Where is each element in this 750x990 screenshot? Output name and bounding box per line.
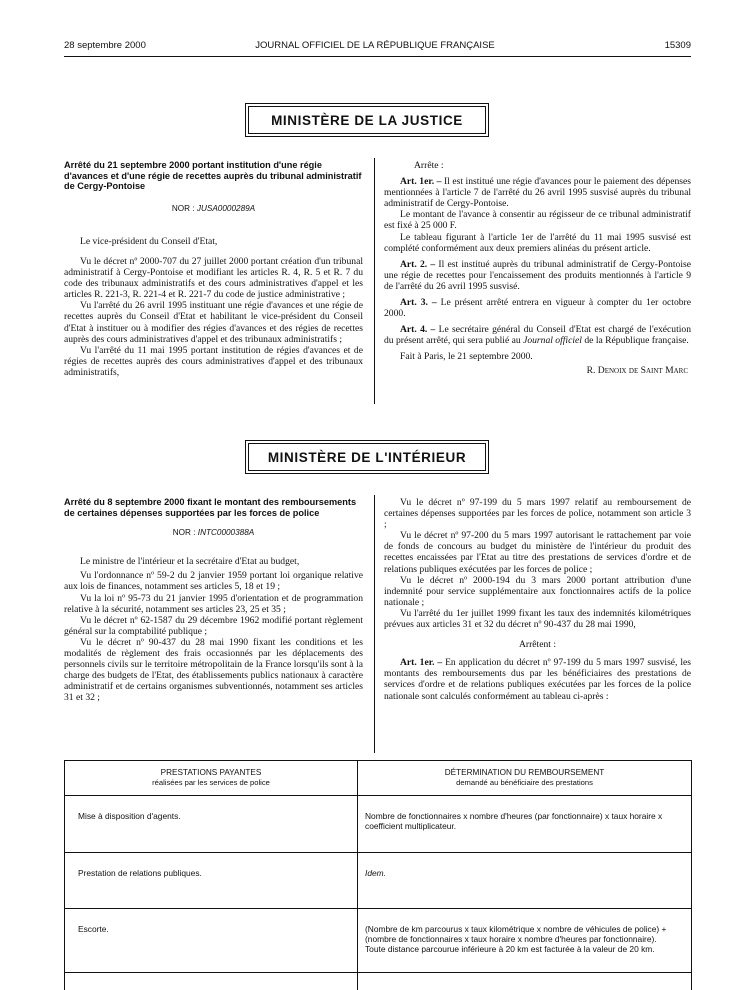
justice-arrete: Arrête : [414,160,444,171]
justice-art2-label: Art. 2. – [400,258,436,270]
table-cell-idem: Idem. [365,868,386,878]
escort-formula: (Nombre de km parcourus x taux kilométrique x nombre de véhicules de police) + (nombre de fonctionnaires x taux horaire x nombre d'heures par fonctionnaire). [365,924,667,944]
col1-sub-text: réalisées par les services de police [152,778,270,787]
table-cell-label: Escorte. [65,909,358,973]
justice-art4-text-b: de la République française. [584,335,689,347]
interior-right-para: Vu le décret nº 2000-194 du 3 mars 2000 portant attribution d'une indemnité pour service supplémentaire aux fonctionnaires actifs de la police nationale ; [384,574,691,608]
ministry-justice-banner: MINISTÈRE DE LA JUSTICE [248,106,486,134]
table-cell-empty [65,973,358,990]
col2-head-text: DÉTERMINATION DU REMBOURSEMENT [444,768,605,777]
table-row-continued [65,973,692,990]
justice-article-1 [384,176,691,209]
justice-art1-para3: Le tableau figurant à l'article 1er de l'arrêté du 11 mai 1995 susvisé est complété conformément aux deux premiers alinéas du présent article. [384,231,691,254]
header-date: 28 septembre 2000 [64,40,146,51]
interior-nor-code: INTC0000388A [197,528,255,538]
header-rule [64,56,691,57]
interior-right-column [384,497,691,702]
justice-nor-label: NOR : [171,203,195,213]
table-cell-value: Nombre de fonctionnaires x nombre d'heures (par fonctionnaire) x taux horaire x coefficient multiplicateur. [358,796,692,853]
justice-art3-text: Le présent arrêté entrera en vigueur à compter du 1er octobre 2000. [384,297,691,320]
justice-article-4 [384,324,691,346]
table-row [65,853,692,909]
justice-signature: R. Denoix de Saint Marc [586,364,688,376]
interior-left-para: Vu le décret nº 62-1587 du 29 décembre 1962 modifié portant règlement général sur la comptabilité publique ; [64,614,363,637]
interior-left-column [64,497,363,704]
justice-left-para: Le vice-président du Conseil d'Etat, [80,235,218,247]
reimbursement-table [64,760,692,990]
table-row [65,909,692,973]
table-col1-header [65,761,358,796]
table-cell-value [358,853,692,909]
justice-article-2 [384,259,691,292]
interior-article-1 [384,657,691,701]
justice-art1-text: Il est institué une régie d'avances pour le paiement des dépenses mentionnées à l'article 7 de l'arrêté du 26 avril 1995 susvisé auprès du tribunal administratif de Cergy-Pontoise. [384,176,691,210]
interior-right-para: Vu l'arrêté du 1er juillet 1999 fixant les taux des indemnités kilométriques prévues aux articles 31 et 32 du décret nº 90-437 du 28 mai 1990, [384,607,691,631]
justice-done-at: Fait à Paris, le 21 septembre 2000. [400,351,533,363]
table-row [65,796,692,853]
justice-right-column [384,160,691,376]
col2-sub-text: demandé au bénéficiaire des prestations [456,778,593,787]
header-journal-title: JOURNAL OFFICIEL DE LA RÉPUBLIQUE FRANÇAISE [255,40,495,51]
ministry-interior-banner: MINISTÈRE DE L'INTÉRIEUR [248,443,486,471]
justice-art1-label: Art. 1er. – [400,176,442,188]
header-page-number: 15309 [664,40,691,51]
interior-arretent: Arrêtent : [518,639,557,651]
justice-left-para: Vu l'arrêté du 11 mai 1995 portant institution de régies d'avances et de régies de recettes auprès des cours administratives d'appel et des tribunaux administratifs, [64,344,363,378]
justice-nor-code: JUSA0000289A [196,203,256,213]
interior-nor-label: NOR : [172,528,196,538]
escort-note: Toute distance parcourue inférieure à 20 km est facturée à la valeur de 20 km. [365,944,655,954]
justice-decree-title: Arrêté du 21 septembre 2000 portant institution d'une régie d'avances et d'une régie de recettes auprès du tribunal administratif de Cergy-Pontoise [64,160,362,192]
justice-art4-journal: Journal officiel [523,335,582,347]
justice-column-rule [374,158,375,404]
table-header-row [65,761,692,796]
interior-left-para: Le ministre de l'intérieur et la secrétaire d'Etat au budget, [80,556,300,568]
justice-art2-text: Il est institué auprès du tribunal administratif de Cergy-Pontoise une régie de recettes pour l'encaissement des produits mentionnés à l'article 9 de l'arrêté du 26 avril 1995 susvisé. [384,258,691,292]
justice-art4-label: Art. 4. – [400,324,436,336]
interior-right-para: Vu le décret nº 97-199 du 5 mars 1997 relatif au remboursement de certaines dépenses supportées par les forces de police, notamment son article 3 ; [384,497,691,531]
table-cell-empty [358,973,692,990]
interior-left-para: Vu la loi nº 95-73 du 21 janvier 1995 d'orientation et de programmation relative à la sécurité, notamment ses articles 23, 25 et 35 ; [64,592,363,615]
interior-art1-label: Art. 1er. – [400,657,443,669]
justice-left-column [64,160,363,378]
interior-left-para: Vu l'ordonnance nº 59-2 du 2 janvier 1959 portant loi organique relative aux lois de finances, notamment ses articles 5, 18 et 19 ; [64,570,363,593]
col1-head-text: PRESTATIONS PAYANTES [160,768,262,777]
interior-decree-title: Arrêté du 8 septembre 2000 fixant le montant des remboursements de certaines dépenses supportées par les forces de police [64,497,357,518]
justice-nor [64,203,363,214]
justice-art3-label: Art. 3. – [400,297,437,309]
table-cell-label: Prestation de relations publiques. [65,853,358,909]
interior-art1-text: En application du décret nº 97-199 du 5 mars 1997 susvisé, les montants des remboursements dus par les bénéficiaires des prestations de services d'ordre et de relations publiques exécutées par les forces de la police nationale sont calculés conformément au tableau ci-après : [384,657,691,702]
justice-left-para: Vu le décret nº 2000-707 du 27 juillet 2000 portant création d'un tribunal administratif à Cergy-Pontoise et modifiant les articles R. 4, R. 5 et R. 7 du code des tribunaux administratifs et des cours administratives d'appel et les articles R. 221-3, R. 221-4 et R. 221-7 du code de justice administrative ; [64,255,363,301]
interior-left-para: Vu le décret nº 90-437 du 28 mai 1990 fixant les conditions et les modalités de règlement des frais occasionnés par les déplacements des personnels civils sur le territoire métropolitain de la France lorsqu'ils sont à la charge des budgets de l'Etat, des établissements publics nationaux à caractère administratif et de certains organismes subventionnés, notamment ses articles 31 et 32 ; [64,636,363,704]
justice-art4-text-a: Le secrétaire général du Conseil d'Etat est chargé de l'exécution du présent arrêté, qui sera publié au [384,324,691,347]
interior-column-rule [374,495,375,753]
table-cell-label: Mise à disposition d'agents. [65,796,358,853]
justice-article-3 [384,297,691,319]
table-col2-header [358,761,692,796]
interior-right-para: Vu le décret nº 97-200 du 5 mars 1997 autorisant le rattachement par voie de fonds de concours au budget du ministère de l'intérieur du produit des recettes encaissées par l'Etat au titre des prestations de services d'ordre et de relations publiques exécutées par les forces de police ; [384,530,691,575]
table-cell-value [358,909,692,973]
interior-nor [64,527,363,538]
justice-left-para: Vu l'arrêté du 26 avril 1995 instituant une régie d'avances et une régie de recettes auprès du Conseil d'Etat et habilitant le vice-président du Conseil d'Etat à instituer ou à modifier des régies d'avances et des régies de recettes auprès des cours administratives d'appel et des tribunaux administratifs ; [64,300,363,345]
justice-art1-para2: Le montant de l'avance à consentir au régisseur de ce tribunal administratif est fixé à 25 000 F. [384,209,691,232]
